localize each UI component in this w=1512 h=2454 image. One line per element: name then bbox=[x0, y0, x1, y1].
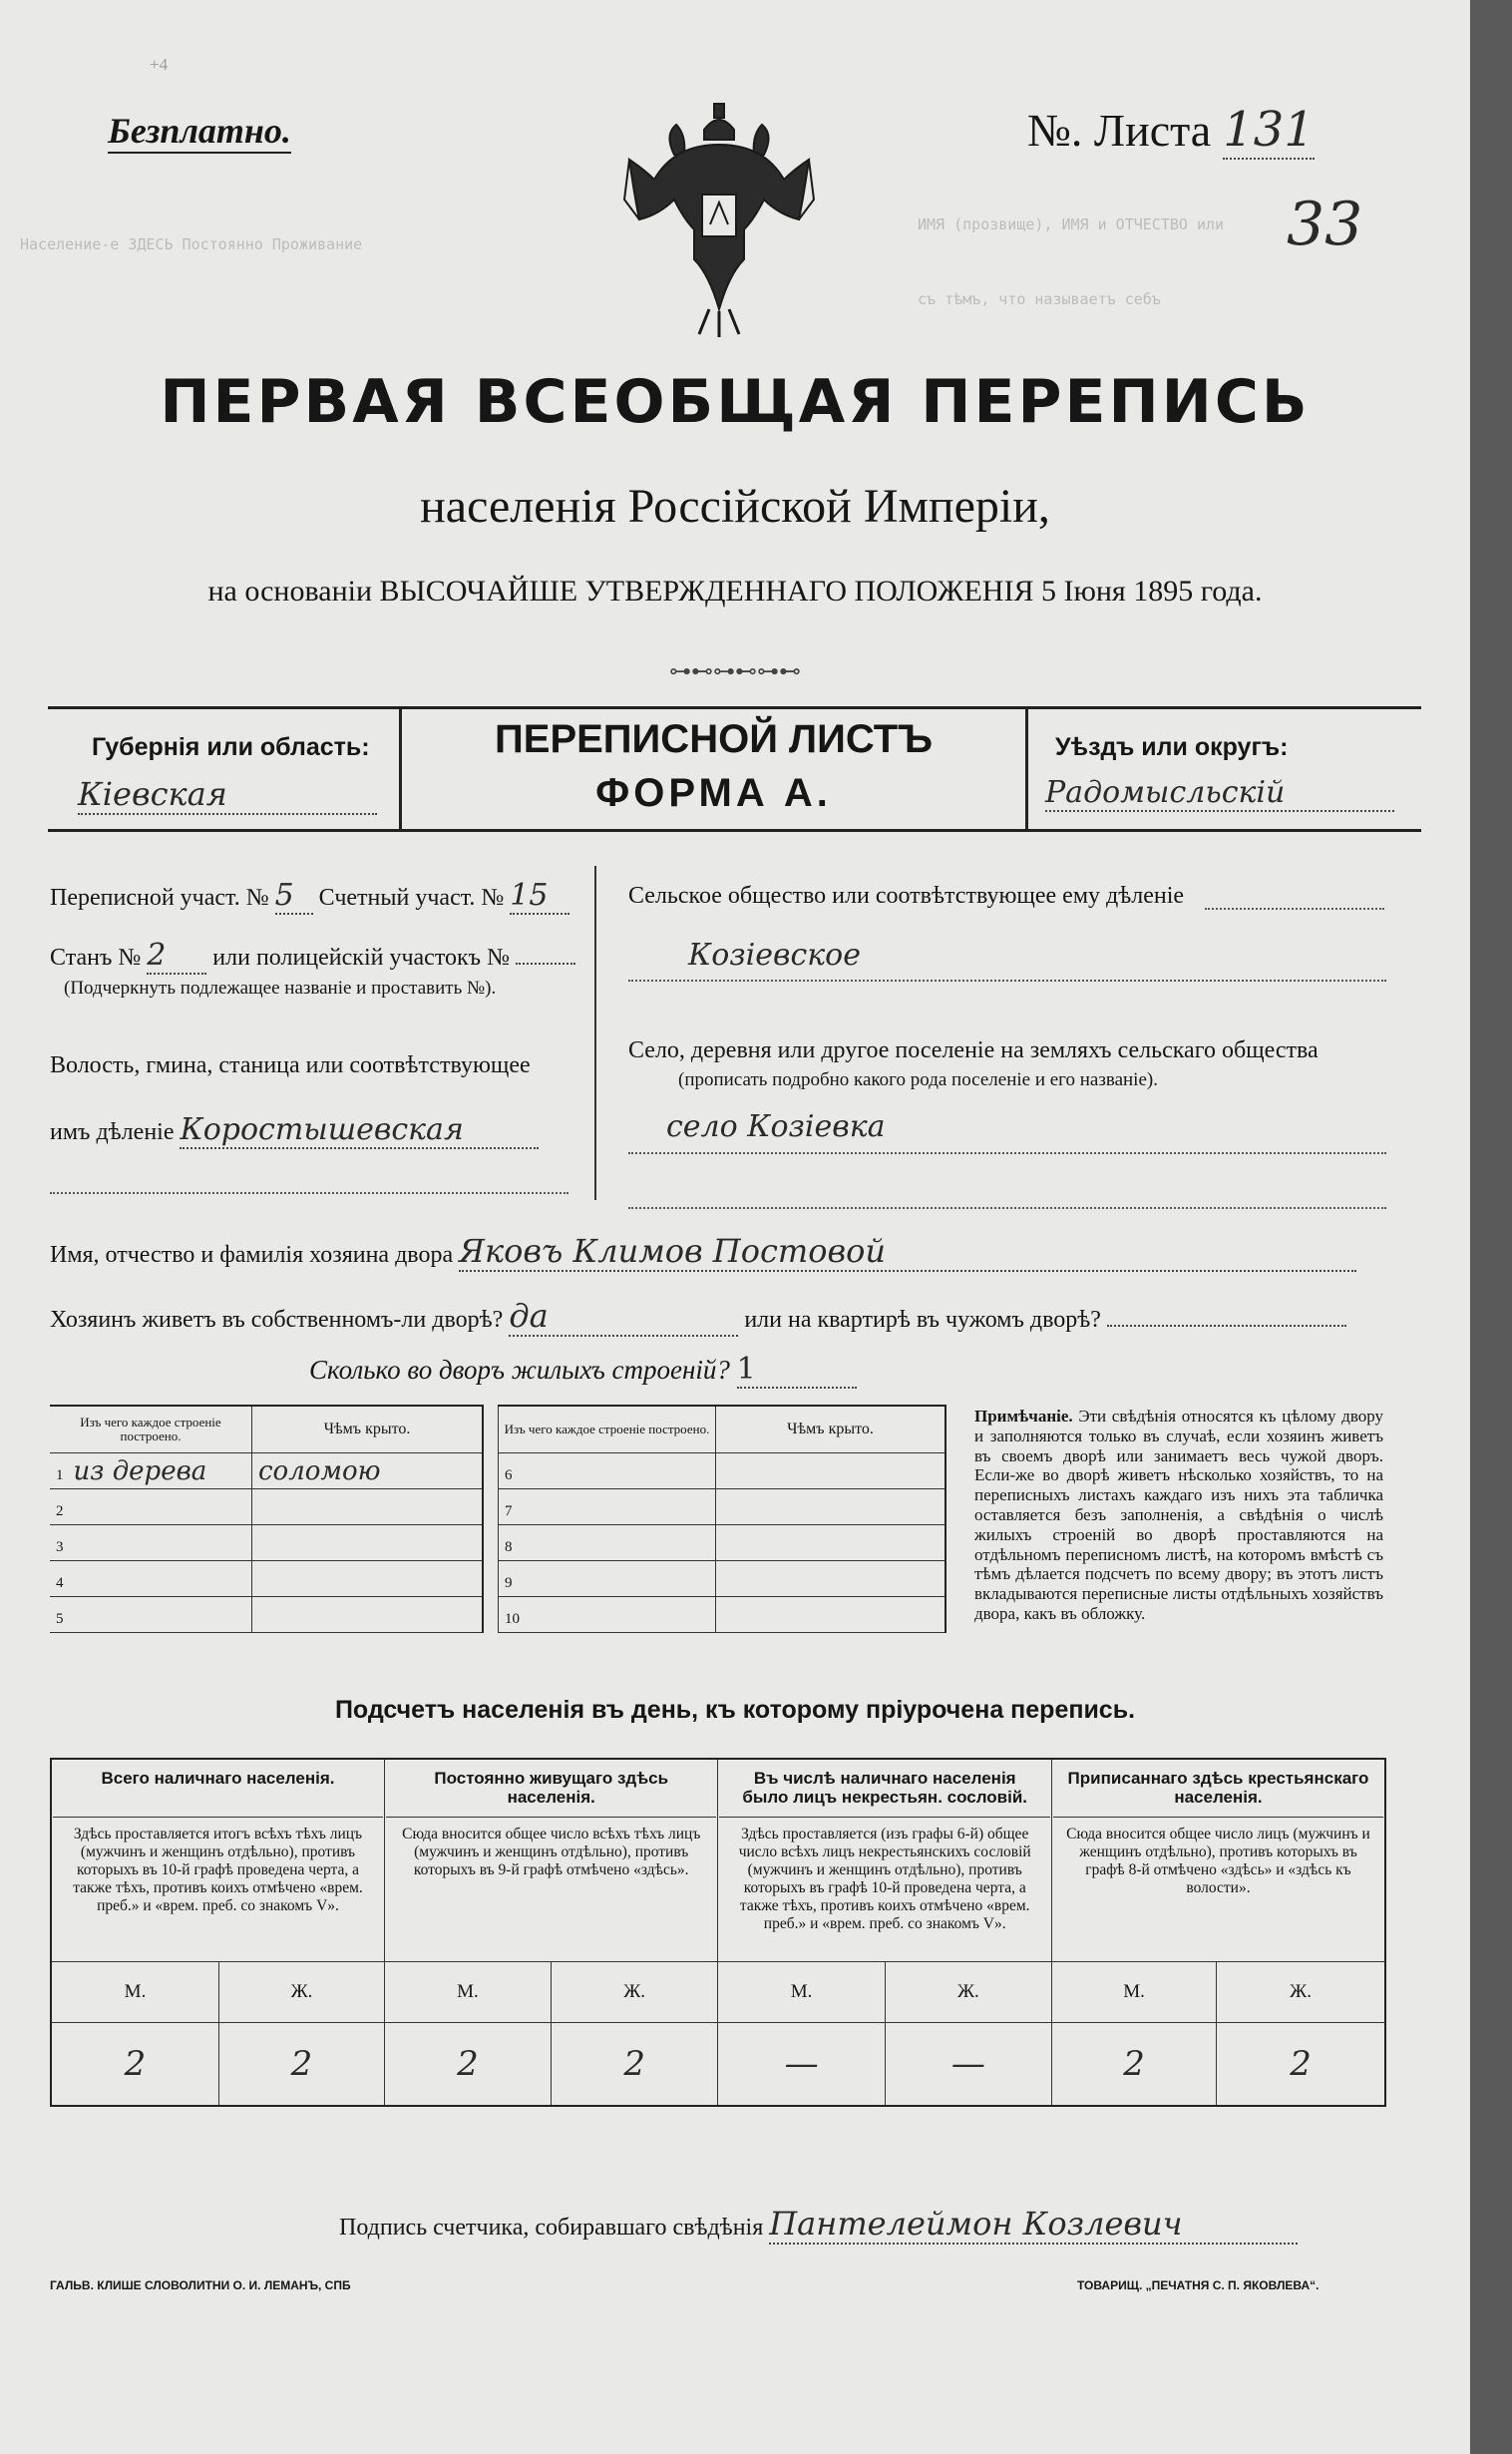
population-table bbox=[50, 1758, 1386, 2107]
buildings-count-field: Сколько во дворъ жилыхъ строеній? 1 bbox=[309, 1352, 857, 1389]
form-title: ПЕРЕПИСНОЙ ЛИСТЪ bbox=[495, 717, 933, 761]
population-value: 2 bbox=[551, 2023, 718, 2107]
roof-value bbox=[716, 1453, 946, 1489]
page-edge bbox=[1470, 0, 1512, 2454]
province-value: Кіевская bbox=[78, 775, 377, 815]
page-subtitle: населенія Россійской Имперіи, bbox=[420, 480, 1050, 533]
sex-label: М. bbox=[1051, 1962, 1216, 2023]
population-column bbox=[718, 1759, 1052, 1962]
top-mark: +4 bbox=[150, 55, 169, 74]
sex-label: Ж. bbox=[219, 1962, 385, 2023]
volost-value: Коростышевская bbox=[180, 1112, 539, 1149]
population-heading: Подсчетъ населенія въ день, къ которому пріурочена перепись. bbox=[334, 1696, 1136, 1724]
village-note: (прописать подробно какого рода поселеніе и его названіе). bbox=[678, 1069, 1158, 1090]
own-yard-value: да bbox=[509, 1297, 738, 1337]
stan-field: Станъ № 2 или полицейскій участокъ № bbox=[50, 938, 575, 975]
table-row bbox=[499, 1525, 946, 1561]
bleed-through-text: Население-е ЗДЕСЬ Постоянно Проживание bbox=[20, 235, 363, 253]
province-label: Губернія или область: bbox=[92, 733, 370, 761]
table-row bbox=[499, 1597, 946, 1633]
population-column-title: Приписаннаго здѣсь крестьянскаго населенія. bbox=[1053, 1761, 1383, 1818]
population-column-desc: Здѣсь проставляется (изъ графы 6-й) общее число всѣхъ лицъ некрестьянскихъ сословій (мужчинъ и женщинъ отдѣльно), противъ которыхъ въ графѣ 10-й проведена черта, а также тѣхъ, противъ коихъ отмѣчено «врем. преб.» и «врем. преб. со знакомъ V». bbox=[738, 1826, 1031, 1932]
sheet-number-extra: 33 bbox=[1287, 190, 1363, 259]
population-value: — bbox=[885, 2023, 1051, 2107]
society-value: Козіевское bbox=[688, 938, 861, 973]
census-area-field: Переписной участ. № 5 Счетный участ. № 15 bbox=[50, 878, 569, 915]
population-value: 2 bbox=[1051, 2023, 1216, 2107]
sex-label: М. bbox=[384, 1962, 551, 2023]
population-column-desc: Сюда вносится общее число лицъ (мужчинъ и женщинъ отдѣльно), противъ которыхъ въ графѣ 8-й отмѣчено «здѣсь» и «здѣсь къ волости». bbox=[1066, 1826, 1370, 1896]
legal-basis: на основаніи ВЫСОЧАЙШЕ УТВЕРЖДЕННАГО ПОЛОЖЕНІЯ 5 Іюня 1895 года. bbox=[207, 575, 1263, 608]
roof-value: соломою bbox=[252, 1453, 484, 1489]
population-column-desc: Здѣсь проставляется итогъ всѣхъ тѣхъ лицъ (мужчинъ и женщинъ отдѣльно), противъ которыхъ въ 10-й графѣ проведена черта, а также тѣхъ, противъ коихъ отмѣчено «врем. преб.» и «врем. преб. со знакомъ V». bbox=[73, 1826, 363, 1914]
signature-value: Пантелеймон Козлевич bbox=[769, 2205, 1298, 2245]
yard-field: Хозяинъ живетъ въ собственномъ-ли дворѣ? да или на квартирѣ въ чужомъ дворѣ? bbox=[50, 1297, 1346, 1337]
table-row bbox=[499, 1453, 946, 1489]
header-divider bbox=[1025, 709, 1028, 829]
sheet-number-label bbox=[1027, 102, 1315, 160]
population-column bbox=[384, 1759, 717, 1962]
population-value: 2 bbox=[219, 2023, 385, 2107]
row-number: 8 bbox=[505, 1538, 513, 1555]
buildings-table-right: Изъ чего каждое строеніе построено. Чѣмъ крыто. 6 7 8 9 10 bbox=[498, 1405, 946, 1633]
free-label: Безплатно. bbox=[108, 110, 291, 154]
sex-label: Ж. bbox=[1217, 1962, 1385, 2023]
form-header-box bbox=[48, 706, 1421, 832]
row-number: 10 bbox=[505, 1610, 520, 1627]
roof-value bbox=[252, 1597, 484, 1633]
owner-field: Имя, отчество и фамилія хозяина двора Яковъ Климов Постовой bbox=[50, 1232, 1356, 1272]
society-label: Сельское общество или соотвѣтствующее ему дѣленіе bbox=[628, 883, 1185, 909]
signature-field: Подпись счетчика, собиравшаго свѣдѣнія Пантелеймон Козлевич bbox=[339, 2205, 1298, 2245]
population-column-title: Въ числѣ наличнаго населенія было лицъ некрестьян. сословій. bbox=[719, 1761, 1050, 1818]
district-value: Радомысльскій bbox=[1045, 775, 1394, 812]
population-value: — bbox=[718, 2023, 885, 2107]
table-row bbox=[50, 1561, 483, 1597]
sex-label: Ж. bbox=[885, 1962, 1051, 2023]
population-value: 2 bbox=[384, 2023, 551, 2107]
row-number: 7 bbox=[505, 1502, 513, 1519]
village-label: Село, деревня или другое поселеніе на земляхъ сельскаго общества bbox=[628, 1037, 1319, 1063]
district-label: Уѣздъ или округъ: bbox=[1055, 733, 1289, 761]
note-title: Примѣчаніе. bbox=[974, 1407, 1073, 1426]
village-value: село Козіевка bbox=[666, 1109, 886, 1144]
roof-value bbox=[252, 1525, 484, 1561]
sheet-number-value: 131 bbox=[1223, 102, 1315, 158]
population-value: 2 bbox=[1217, 2023, 1385, 2107]
stan-note: (Подчеркнуть подлежащее названіе и проставить №). bbox=[64, 978, 497, 999]
note-block bbox=[974, 1407, 1383, 1624]
table-row bbox=[50, 1453, 483, 1489]
roof-value bbox=[716, 1561, 946, 1597]
table-row bbox=[50, 1525, 483, 1561]
printer-right: ТОВАРИЩ. „ПЕЧАТНЯ С. П. ЯКОВЛЕВА“. bbox=[1077, 2278, 1320, 2292]
row-number: 5 bbox=[56, 1610, 64, 1627]
form-subtitle: ФОРМА А. bbox=[595, 771, 832, 815]
roof-value bbox=[716, 1489, 946, 1525]
table-row bbox=[50, 1489, 483, 1525]
bleed-through-text: съ тѣмъ, что называетъ себъ bbox=[918, 290, 1161, 308]
table-row bbox=[50, 1597, 483, 1633]
row-number: 1 bbox=[56, 1466, 64, 1483]
sex-label: М. bbox=[718, 1962, 885, 2023]
row-number: 2 bbox=[56, 1502, 64, 1519]
page-title: ПЕРВАЯ ВСЕОБЩАЯ ПЕРЕПИСЬ bbox=[160, 367, 1311, 437]
owner-value: Яковъ Климов Постовой bbox=[459, 1232, 1356, 1272]
population-column-desc: Сюда вносится общее число всѣхъ тѣхъ лицъ (мужчинъ и женщинъ отдѣльно), противъ которыхъ въ 9-й графѣ отмѣчено «здѣсь». bbox=[402, 1826, 701, 1878]
population-column-title: Постоянно живущаго здѣсь населенія. bbox=[386, 1761, 716, 1818]
roof-value bbox=[252, 1561, 484, 1597]
count-area-value: 15 bbox=[510, 878, 569, 915]
table-row bbox=[499, 1489, 946, 1525]
population-column-title: Всего наличнаго населенія. bbox=[53, 1761, 383, 1818]
roof-value bbox=[252, 1489, 484, 1525]
population-column bbox=[51, 1759, 384, 1962]
buildings-table-left: Изъ чего каждое строеніе построено. Чѣмъ крыто. 1 из дерева соломою 2 3 4 5 bbox=[50, 1405, 484, 1633]
volost-label: Волость, гмина, станица или соотвѣтствующее bbox=[50, 1052, 531, 1078]
volost-field: имъ дѣленіе Коростышевская bbox=[50, 1112, 539, 1149]
material-value: из дерева bbox=[73, 1455, 207, 1486]
field-column-divider bbox=[594, 866, 596, 1200]
ornament-divider: ⊶⊷⊶⊷⊶⊷ bbox=[669, 658, 801, 683]
stan-value: 2 bbox=[147, 938, 206, 975]
population-value: 2 bbox=[51, 2023, 219, 2107]
roof-value bbox=[716, 1597, 946, 1633]
row-number: 3 bbox=[56, 1538, 64, 1555]
coat-of-arms-icon bbox=[614, 100, 824, 339]
census-area-value: 5 bbox=[275, 878, 313, 915]
sheet-number-label-text: №. Листа bbox=[1027, 105, 1212, 156]
row-number: 6 bbox=[505, 1466, 513, 1483]
sex-label: Ж. bbox=[551, 1962, 718, 2023]
note-text: Эти свѣдѣнія относятся къ цѣлому двору и заполняются только въ случаѣ, если хозяинъ живетъ въ своемъ дворѣ или занимаетъ весь чужой дворъ. Если-же во дворѣ живетъ нѣсколько хозяйствъ, то на переписныхъ листахъ каждаго изъ нихъ эта табличка оставляется безъ заполненія, а свѣдѣнія о числѣ жилыхъ строеній во дворѣ проставляются на отдѣльномъ переписномъ листѣ, на которомъ вмѣстѣ съ тѣмъ дѣлается подсчетъ по всему двору; въ этотъ листъ вкладываются переписные листы отдѣльныхъ хозяйствъ двора, какъ въ обложку. bbox=[974, 1407, 1384, 1623]
buildings-count-value: 1 bbox=[737, 1352, 857, 1389]
roof-value bbox=[716, 1525, 946, 1561]
sex-label: М. bbox=[51, 1962, 219, 2023]
row-number: 4 bbox=[56, 1574, 64, 1591]
row-number: 9 bbox=[505, 1574, 513, 1591]
table-row bbox=[499, 1561, 946, 1597]
population-column bbox=[1051, 1759, 1385, 1962]
bleed-through-text: ИМЯ (прозвище), ИМЯ и ОТЧЕСТВО или bbox=[918, 215, 1225, 233]
printer-left: ГАЛЬВ. КЛИШЕ СЛОВОЛИТНИ О. И. ЛЕМАНЪ, СПБ bbox=[50, 2278, 351, 2292]
